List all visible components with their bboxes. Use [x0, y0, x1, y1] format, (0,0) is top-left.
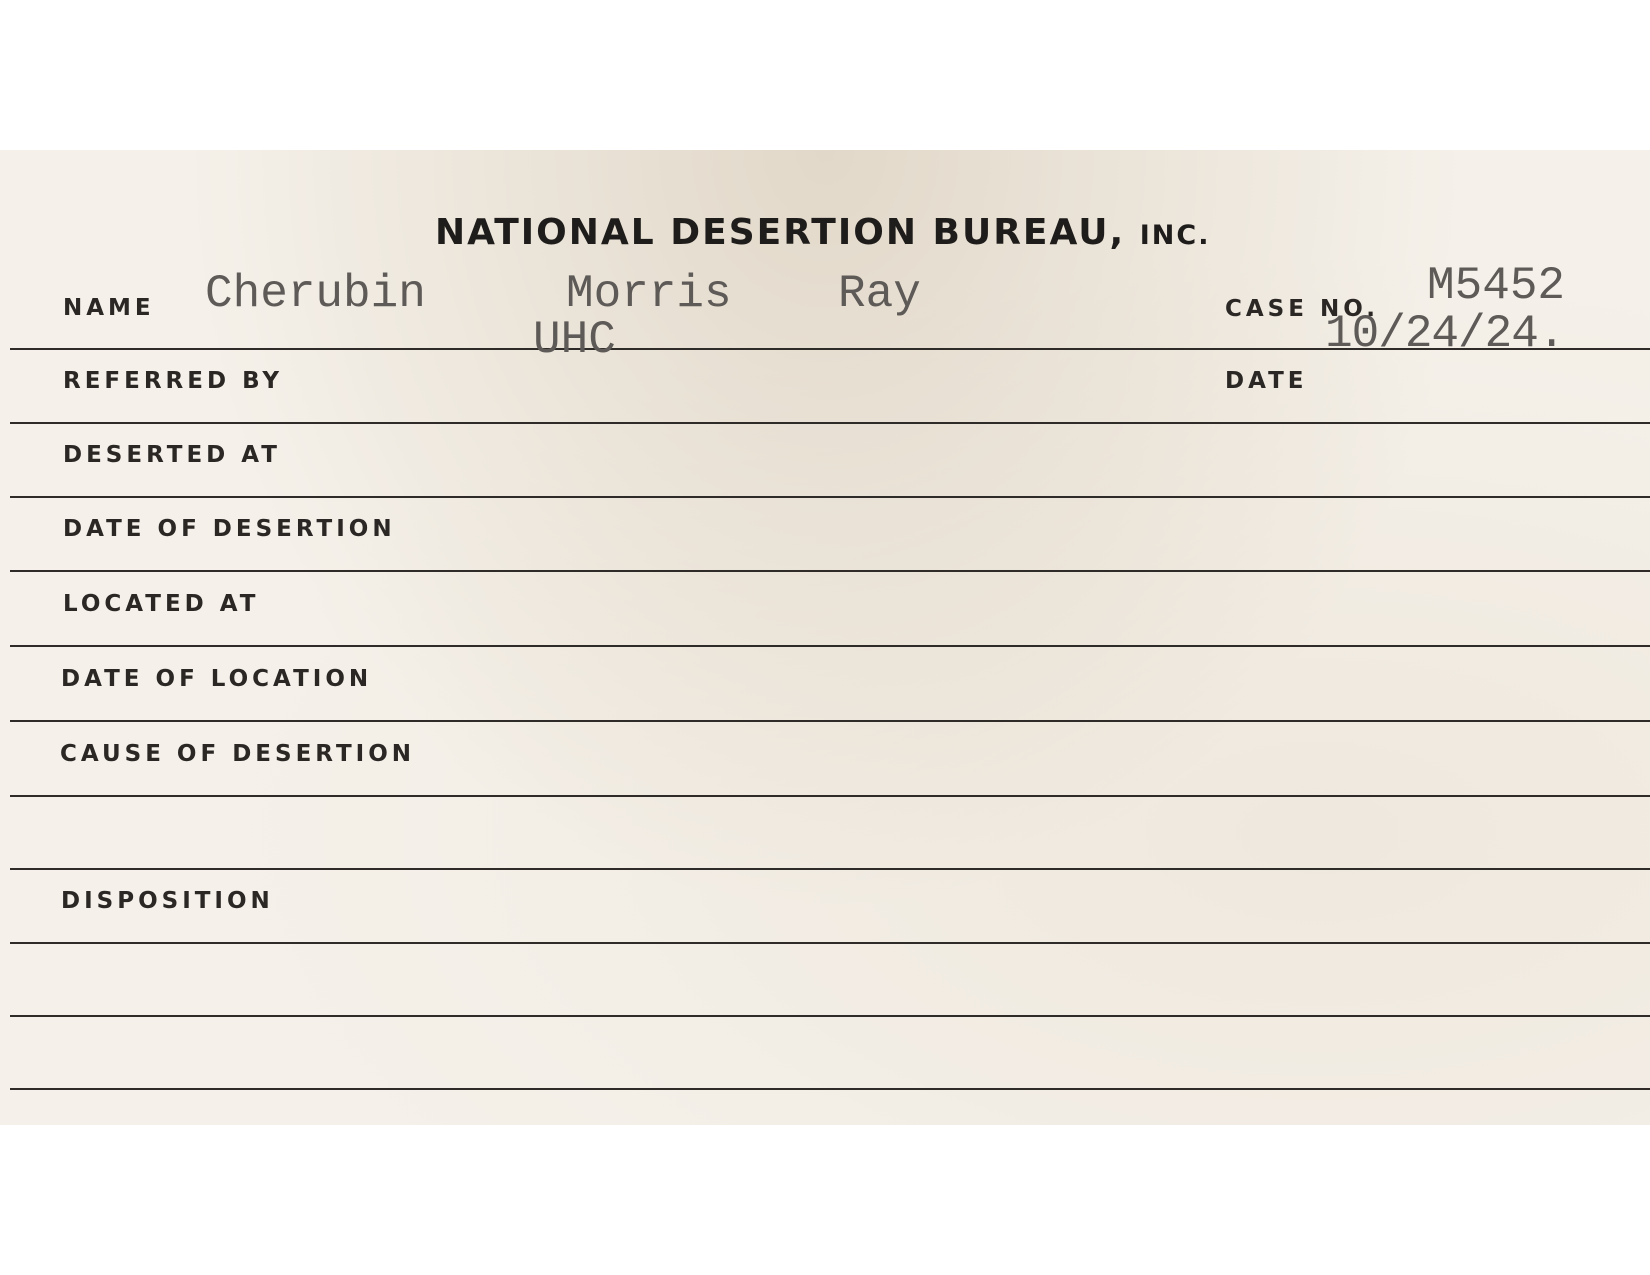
cause-of-desertion-label: CAUSE OF DESERTION	[60, 741, 416, 767]
disposition-rule-2	[10, 1015, 1650, 1017]
disposition-rule-3	[10, 1088, 1650, 1090]
given-name-value: Morris	[566, 268, 732, 320]
date-of-location-rule	[10, 720, 1650, 722]
deserted-at-label: DESERTED AT	[63, 442, 281, 468]
referred-by-value: UHC	[533, 314, 616, 366]
located-at-label: LOCATED AT	[63, 591, 260, 617]
date-of-location-label: DATE OF LOCATION	[61, 666, 373, 692]
index-card	[0, 150, 1650, 1125]
case-no-value: M5452	[1427, 260, 1566, 312]
located-at-rule	[10, 645, 1650, 647]
referred-by-label: REFERRED BY	[63, 368, 284, 394]
surname-value: Cherubin	[205, 268, 426, 320]
card-title-main: NATIONAL DESERTION BUREAU,	[435, 212, 1126, 253]
name-label: NAME	[63, 295, 155, 321]
card-title	[435, 212, 1210, 253]
disposition-label: DISPOSITION	[61, 888, 274, 914]
referred-by-rule	[10, 422, 1650, 424]
cause-of-desertion-rule	[10, 795, 1650, 797]
date-label: DATE	[1225, 368, 1308, 394]
deserted-at-rule	[10, 496, 1650, 498]
date-value: 10/24/24.	[1325, 308, 1565, 360]
date-of-desertion-rule	[10, 570, 1650, 572]
cause-of-desertion-rule-2	[10, 868, 1650, 870]
disposition-rule	[10, 942, 1650, 944]
date-of-desertion-label: DATE OF DESERTION	[63, 516, 396, 542]
middle-name-value: Ray	[838, 268, 921, 320]
case-no-label: CASE NO.	[1225, 296, 1379, 322]
card-title-suffix: INC.	[1139, 220, 1211, 251]
